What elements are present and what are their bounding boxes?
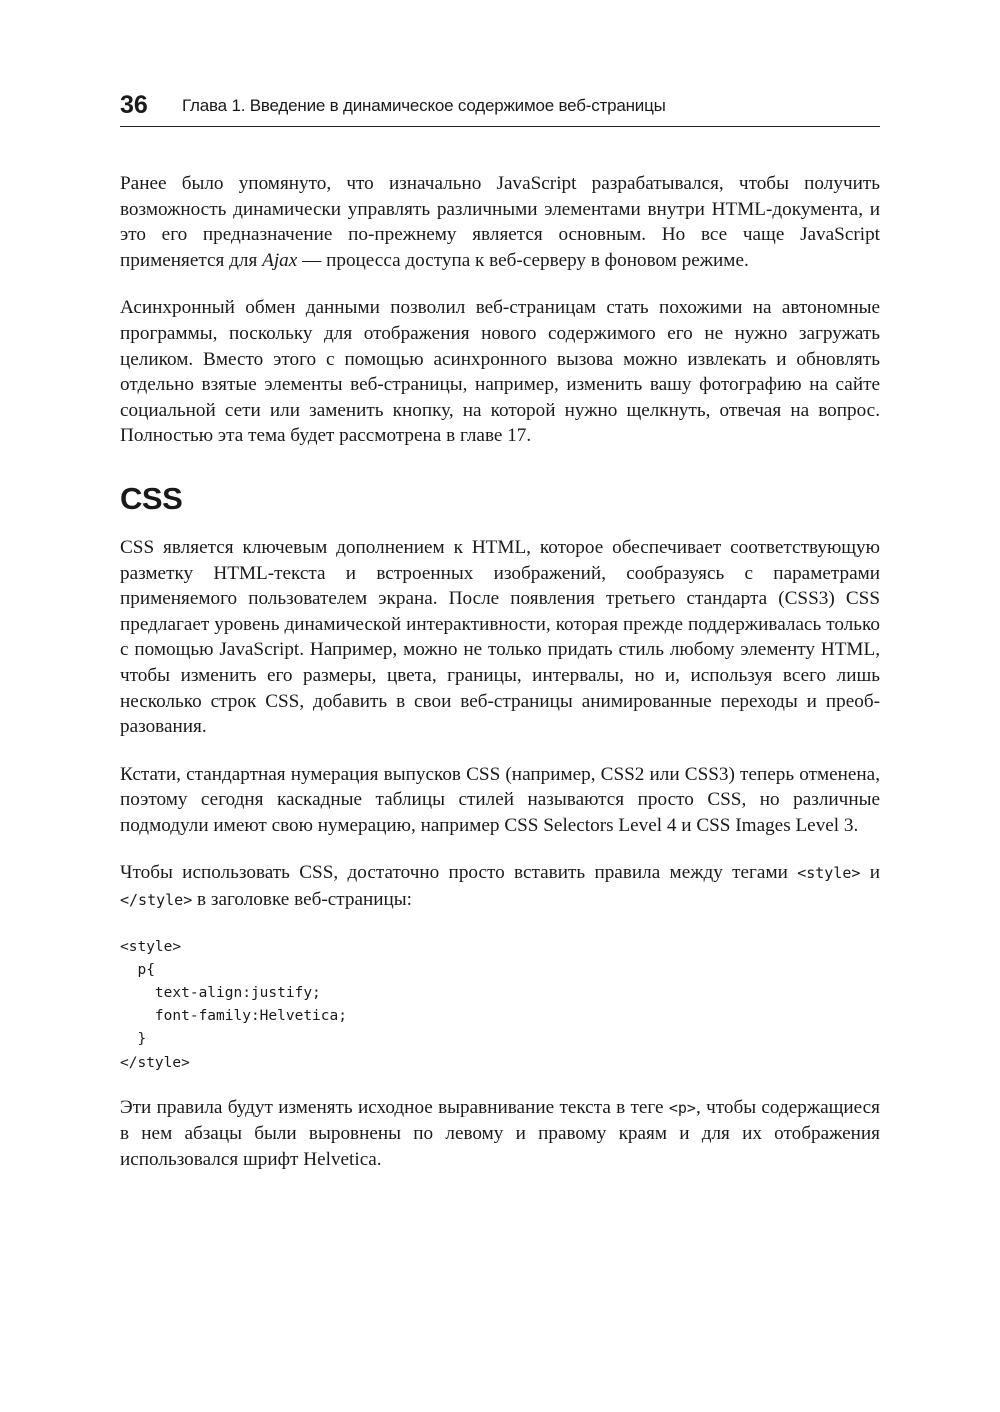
- paragraph-1-text-a: Ранее было упомянуто, что изначально JavaScript разрабатывался, чтобы получить возможность динамически управлять различными элементами внутри HTML-документа, и это его предназначение по-прежнему является основным. Но все чаще JavaScript применяется для: [120, 173, 880, 271]
- paragraph-6-text-a: Эти правила будут изменять исходное выравнивание текста в теге: [120, 1096, 669, 1118]
- paragraph-4: Кстати, стандартная нумерация выпусков CSS (например, CSS2 или CSS3) теперь отменена, поэтому сегодня каскадные таблицы стилей называются просто CSS, но различные подмодули имеют свою нумерацию, например CSS Selectors Level 4 и CSS Images Level 3.: [120, 763, 880, 836]
- paragraph-5-text-a: Чтобы использовать CSS, достаточно просто вставить правила между тегами: [120, 862, 798, 884]
- paragraph-2: Асинхронный обмен данными позволил веб-страницам стать похожими на автономные программы, поскольку для отображения нового содержимого его не нужно загружать целиком. Вместо этого с помощью асинхронного вызова можно извлекать и обновлять отдельно взятые элементы веб-страницы, например, изменить вашу фотографию на сайте социальной сети или заменить кнопку, на которой нужно щелкнуть, отвечая на вопрос. Полностью эта тема будет рассмотрена в главе 17.: [120, 297, 880, 447]
- page-number: 36: [120, 91, 148, 119]
- paragraph-5-text-b: и: [860, 862, 880, 884]
- ajax-term: Ajax: [262, 249, 298, 271]
- paragraph-6: [120, 1095, 880, 1173]
- chapter-title: Глава 1. Введение в динамическое содержимое веб-страницы: [182, 96, 666, 115]
- paragraph-1-text-b: — процесса доступа к веб-серверу в фоновом режиме.: [297, 249, 749, 271]
- section-heading-css: CSS: [120, 480, 183, 516]
- running-header: [120, 88, 880, 127]
- paragraph-1: [120, 171, 880, 273]
- code-block: <style> p{ text-align:justify; font-family:Helvetica; } </style>: [120, 938, 347, 1071]
- inline-code-style-close: </style>: [120, 891, 193, 910]
- body-text: [120, 171, 880, 1195]
- paragraph-3: CSS является ключевым дополнением к HTML, которое обеспечивает соответствующую разметку HTML-текста и встроенных изображений, сообразуясь с параметрами применяемого пользователем экрана. После появления третьего стандарта (CSS3) CSS предлагает уровень динамической интерактивности, которая прежде поддерживалась только с помощью JavaScript. Например, можно не только придать стиль любому элементу HTML, чтобы изменить его размеры, цвета, границы, интервалы, но и, используя всего лишь несколько строк CSS, добавить в свои веб-страницы анимированные переходы и преобразования.: [120, 536, 880, 738]
- inline-code-style-open: <style>: [797, 864, 861, 883]
- paragraph-5-text-c: в заголовке веб-страницы:: [192, 889, 413, 911]
- paragraph-5: [120, 860, 880, 913]
- inline-code-p-tag: <p>: [668, 1098, 696, 1117]
- paragraph-6-text-b: , чтобы содержащиеся в нем абзацы были выровнены по левому и правому краям и для их отображения использовался шрифт Helvetica.: [120, 1096, 880, 1171]
